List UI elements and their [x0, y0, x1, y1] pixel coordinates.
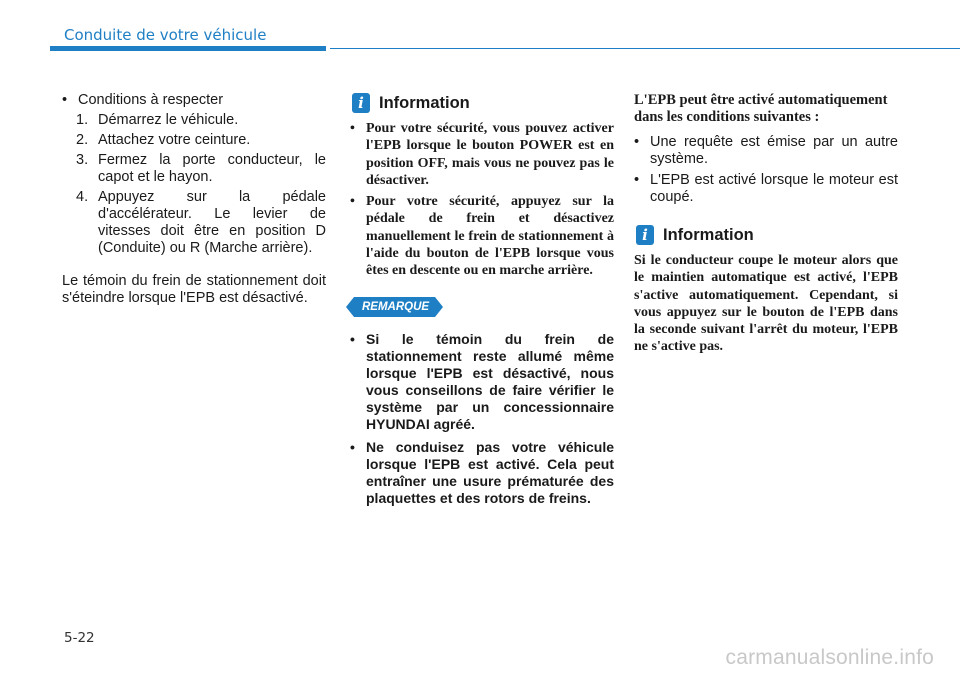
- step-text: Fermez la porte conducteur, le capot et le hayon.: [98, 152, 326, 185]
- remarque-list: [350, 331, 614, 507]
- left-column: [62, 92, 326, 307]
- header-bar: [50, 46, 326, 51]
- info-icon: i: [352, 93, 370, 113]
- step-item: [76, 132, 326, 149]
- parking-brake-paragraph: Le témoin du frein de stationnement doit s'éteindre lorsque l'EPB est désactivé.: [62, 273, 326, 306]
- info-title: Information: [663, 225, 754, 244]
- step-number: 3.: [76, 152, 89, 168]
- watermark: carmanualsonline.info: [725, 646, 934, 669]
- info-icon: i: [636, 225, 654, 245]
- step-number: 4.: [76, 189, 89, 205]
- auto-activation-bullet: • Une requête est émise par un autre système.: [634, 134, 898, 168]
- remarque-badge-wrap: [352, 297, 614, 317]
- step-item: [76, 152, 326, 186]
- info-header: [350, 92, 614, 114]
- remarque-bullet: • Si le témoin du frein de stationnement reste allumé même lorsque l'EPB est désactivé, nous vous conseillons de faire vérifier le système par un concessionnaire HYUNDAI agréé.: [350, 331, 614, 433]
- header-rule: [330, 48, 960, 49]
- middle-column: [350, 92, 614, 513]
- auto-activation-heading: L'EPB peut être activé automatiquement dans les conditions suivantes :: [634, 92, 888, 125]
- remarque-bullet: • Ne conduisez pas votre véhicule lorsque l'EPB est activé. Cela peut entraîner une usure prématurée des plaquettes et des rotors de freins.: [350, 439, 614, 507]
- info-list: [350, 120, 614, 280]
- steps-list: [76, 112, 326, 257]
- auto-activation-bullet: • L'EPB est activé lorsque le moteur est coupé.: [634, 172, 898, 206]
- step-text: Appuyez sur la pédale d'accélérateur. Le levier de vitesses doit être en position D (Conduite) ou R (Marche arrière).: [98, 189, 326, 256]
- auto-activation-list: [634, 134, 898, 206]
- step-text: Attachez votre ceinture.: [98, 132, 251, 148]
- info-bullet: • Pour votre sécurité, appuyez sur la pédale de frein et désactivez manuellement le frein de stationnement à l'aide du bouton de l'EPB lorsque vous êtes en descente ou en marche arrière.: [350, 193, 614, 279]
- step-item: [76, 189, 326, 257]
- info-bullet: • Pour votre sécurité, vous pouvez activer l'EPB lorsque le bouton POWER est en position OFF, mais vous ne pouvez pas le désactiver.: [350, 120, 614, 189]
- remarque-badge: REMARQUE: [354, 297, 435, 317]
- page-number: 5-22: [64, 630, 95, 646]
- step-text: Démarrez le véhicule.: [98, 112, 239, 128]
- info-header: [634, 224, 898, 246]
- section-header-title: Conduite de votre véhicule: [64, 26, 267, 44]
- info-box: [634, 224, 898, 356]
- step-number: 2.: [76, 132, 89, 148]
- right-column: [634, 92, 898, 356]
- conditions-label: • Conditions à respecter: [62, 92, 326, 109]
- info-text: Si le conducteur coupe le moteur alors que le maintien automatique est activé, l'EPB s'active automatiquement. Cependant, si vous appuyez sur le bouton de l'EPB dans la seconde suivant l'arrêt du moteur, l'EPB ne s'active pas.: [634, 253, 898, 355]
- step-number: 1.: [76, 112, 89, 128]
- step-item: [76, 112, 326, 129]
- info-title: Information: [379, 93, 470, 112]
